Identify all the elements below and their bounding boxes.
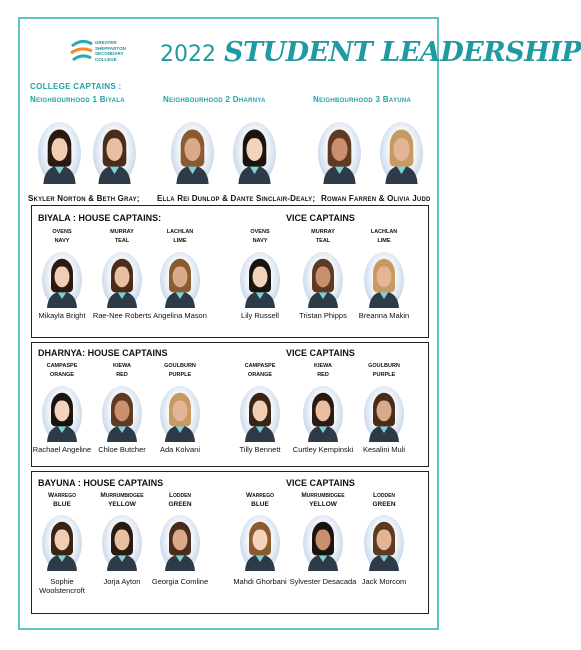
college-captain-photo: [93, 122, 136, 184]
student-name: Jack Morcom: [361, 577, 407, 586]
house-label: [234, 491, 286, 509]
house-colour: ORANGE: [247, 372, 273, 378]
house-name: LACHLAN: [166, 229, 194, 235]
student-name: Angelina Mason: [153, 311, 207, 320]
house-label: [36, 491, 88, 509]
student-photo: [364, 515, 404, 571]
logo-text: [95, 40, 126, 62]
student-name: Sophie Woolstencroft: [39, 577, 85, 595]
college-captain-photo: [318, 122, 361, 184]
student-name: Rae-Nee Roberts: [92, 311, 152, 320]
house-colour: BLUE: [251, 501, 269, 508]
house-label: [154, 491, 206, 509]
student-photo: [42, 386, 82, 442]
house-label: [36, 228, 88, 246]
house-label: [358, 228, 410, 246]
house-label: [297, 228, 349, 246]
logo-line: COLLEGE: [95, 56, 117, 62]
logo-line: GREATER: [95, 40, 117, 45]
house-label: [234, 228, 286, 246]
section-title: DHARNYA: HOUSE CAPTAINS: [38, 348, 168, 358]
house-label: [358, 491, 410, 509]
college-captain-photo: [38, 122, 81, 184]
student-photo-oval: [364, 252, 404, 308]
student-name: Tilly Bennett: [239, 445, 281, 454]
student-photo-oval: [303, 386, 343, 442]
student-photo: [102, 515, 142, 571]
vice-captains-title: VICE CAPTAINS: [286, 478, 355, 488]
house-name: OVENS: [52, 229, 72, 235]
student-photo-oval: [102, 386, 142, 442]
student-photo: [160, 386, 200, 442]
student-photo-oval: [303, 515, 343, 571]
house-name: GOULBURN: [368, 363, 400, 369]
house-label: [297, 491, 349, 509]
student-photo-oval: [42, 386, 82, 442]
student-photo: [93, 122, 136, 184]
neighbourhood-1: Neighbourhood 1 Biyala: [30, 95, 125, 104]
student-photo: [171, 122, 214, 184]
student-name: Sylvester Desacada: [289, 577, 357, 586]
house-name: MURRAY: [311, 229, 335, 235]
house-name: KIEWA: [313, 363, 333, 369]
student-photo-oval: [42, 252, 82, 308]
student-photo: [38, 122, 81, 184]
section-title: BAYUNA : HOUSE CAPTAINS: [38, 478, 164, 488]
student-photo: [303, 386, 343, 442]
house-colour: LIME: [377, 238, 391, 244]
student-photo: [303, 252, 343, 308]
house-colour: BLUE: [53, 501, 71, 508]
house-name: Murrumbidgee: [301, 492, 345, 499]
house-colour: PURPLE: [168, 372, 192, 378]
house-colour: NAVY: [252, 238, 268, 244]
student-name: Georgia Comline: [151, 577, 209, 586]
student-photo-oval: [160, 252, 200, 308]
student-photo-oval: [102, 515, 142, 571]
section-title: BIYALA : HOUSE CAPTAINS:: [38, 213, 162, 223]
student-photo-oval: [364, 515, 404, 571]
logo-line: SECONDARY: [95, 51, 124, 56]
house-label: [36, 362, 88, 380]
student-photo: [364, 386, 404, 442]
captains-names-2: Ella Rei Dunlop & Dante Sinclair-Dealy;: [157, 194, 316, 203]
title-text: STUDENT LEADERSHIP: [224, 37, 581, 68]
house-name: Murrumbidgee: [100, 492, 144, 499]
student-name: Mahdi Ghorbani: [233, 577, 287, 586]
student-photo: [318, 122, 361, 184]
house-name: Lodden: [372, 492, 396, 499]
house-label: [154, 228, 206, 246]
student-name: Kesalini Muli: [362, 445, 406, 454]
student-name: Tristan Phipps: [299, 311, 347, 320]
title-year: 2022: [160, 42, 216, 67]
captains-names-1: Skyler Norton & Beth Gray;: [28, 194, 140, 203]
house-name: Lodden: [168, 492, 192, 499]
house-label: [358, 362, 410, 380]
vice-captains-title: VICE CAPTAINS: [286, 213, 355, 223]
student-photo: [233, 122, 276, 184]
student-photo: [160, 515, 200, 571]
neighbourhood-2: Neighbourhood 2 Dharnya: [163, 95, 266, 104]
house-label: [96, 228, 148, 246]
college-captain-photo: [380, 122, 423, 184]
house-colour: RED: [317, 372, 329, 378]
student-photo: [102, 252, 142, 308]
house-label: [154, 362, 206, 380]
student-name: Mikayla Bright: [38, 311, 86, 320]
student-name: Ada Kolvani: [159, 445, 201, 454]
student-photo-oval: [240, 252, 280, 308]
student-photo-oval: [303, 252, 343, 308]
college-captains-label: COLLEGE CAPTAINS :: [30, 82, 122, 91]
student-photo-oval: [42, 515, 82, 571]
student-photo-oval: [102, 252, 142, 308]
house-colour: GREEN: [168, 501, 192, 508]
house-colour: YELLOW: [108, 501, 136, 508]
house-name: CAMPASPE: [46, 363, 78, 369]
house-name: LACHLAN: [370, 229, 398, 235]
student-name: Breanna Makin: [358, 311, 410, 320]
student-photo: [160, 252, 200, 308]
house-name: KIEWA: [112, 363, 132, 369]
house-label: [96, 362, 148, 380]
student-photo-oval: [160, 515, 200, 571]
house-name: Warrego: [47, 492, 77, 499]
student-photo: [240, 386, 280, 442]
student-photo: [42, 252, 82, 308]
house-colour: TEAL: [114, 238, 130, 244]
house-label: [234, 362, 286, 380]
student-photo: [380, 122, 423, 184]
student-photo: [364, 252, 404, 308]
house-colour: PURPLE: [372, 372, 396, 378]
house-name: OVENS: [250, 229, 270, 235]
student-photo-oval: [364, 386, 404, 442]
student-photo: [240, 515, 280, 571]
page-title: [160, 37, 581, 68]
student-photo: [102, 386, 142, 442]
house-name: MURRAY: [110, 229, 134, 235]
student-photo: [42, 515, 82, 571]
student-name: Curtley Kempinski: [292, 445, 354, 454]
college-captain-photo: [171, 122, 214, 184]
student-name: Jorja Ayton: [103, 577, 141, 586]
neighbourhood-3: Neighbourhood 3 Bayuna: [313, 95, 412, 104]
captains-names-3: Rowan Farren & Olivia Judd: [321, 194, 431, 203]
house-colour: ORANGE: [49, 372, 75, 378]
student-name: Lily Russell: [241, 311, 279, 320]
student-photo-oval: [240, 515, 280, 571]
logo-line: SHEPPARTON: [95, 45, 126, 51]
house-colour: LIME: [173, 238, 187, 244]
house-colour: TEAL: [315, 238, 331, 244]
house-name: Warrego: [245, 492, 275, 499]
student-photo: [240, 252, 280, 308]
student-name: Chloe Butcher: [98, 445, 146, 454]
house-name: CAMPASPE: [244, 363, 276, 369]
student-photo-oval: [160, 386, 200, 442]
student-name: Rachael Angeline: [32, 445, 92, 454]
house-label: [96, 491, 148, 509]
house-colour: NAVY: [54, 238, 70, 244]
house-colour: YELLOW: [309, 501, 337, 508]
house-label: [297, 362, 349, 380]
house-name: GOULBURN: [164, 363, 196, 369]
college-captain-photo: [233, 122, 276, 184]
vice-captains-title: VICE CAPTAINS: [286, 348, 355, 358]
house-colour: GREEN: [372, 501, 396, 508]
student-photo: [303, 515, 343, 571]
student-photo-oval: [240, 386, 280, 442]
house-colour: RED: [116, 372, 128, 378]
